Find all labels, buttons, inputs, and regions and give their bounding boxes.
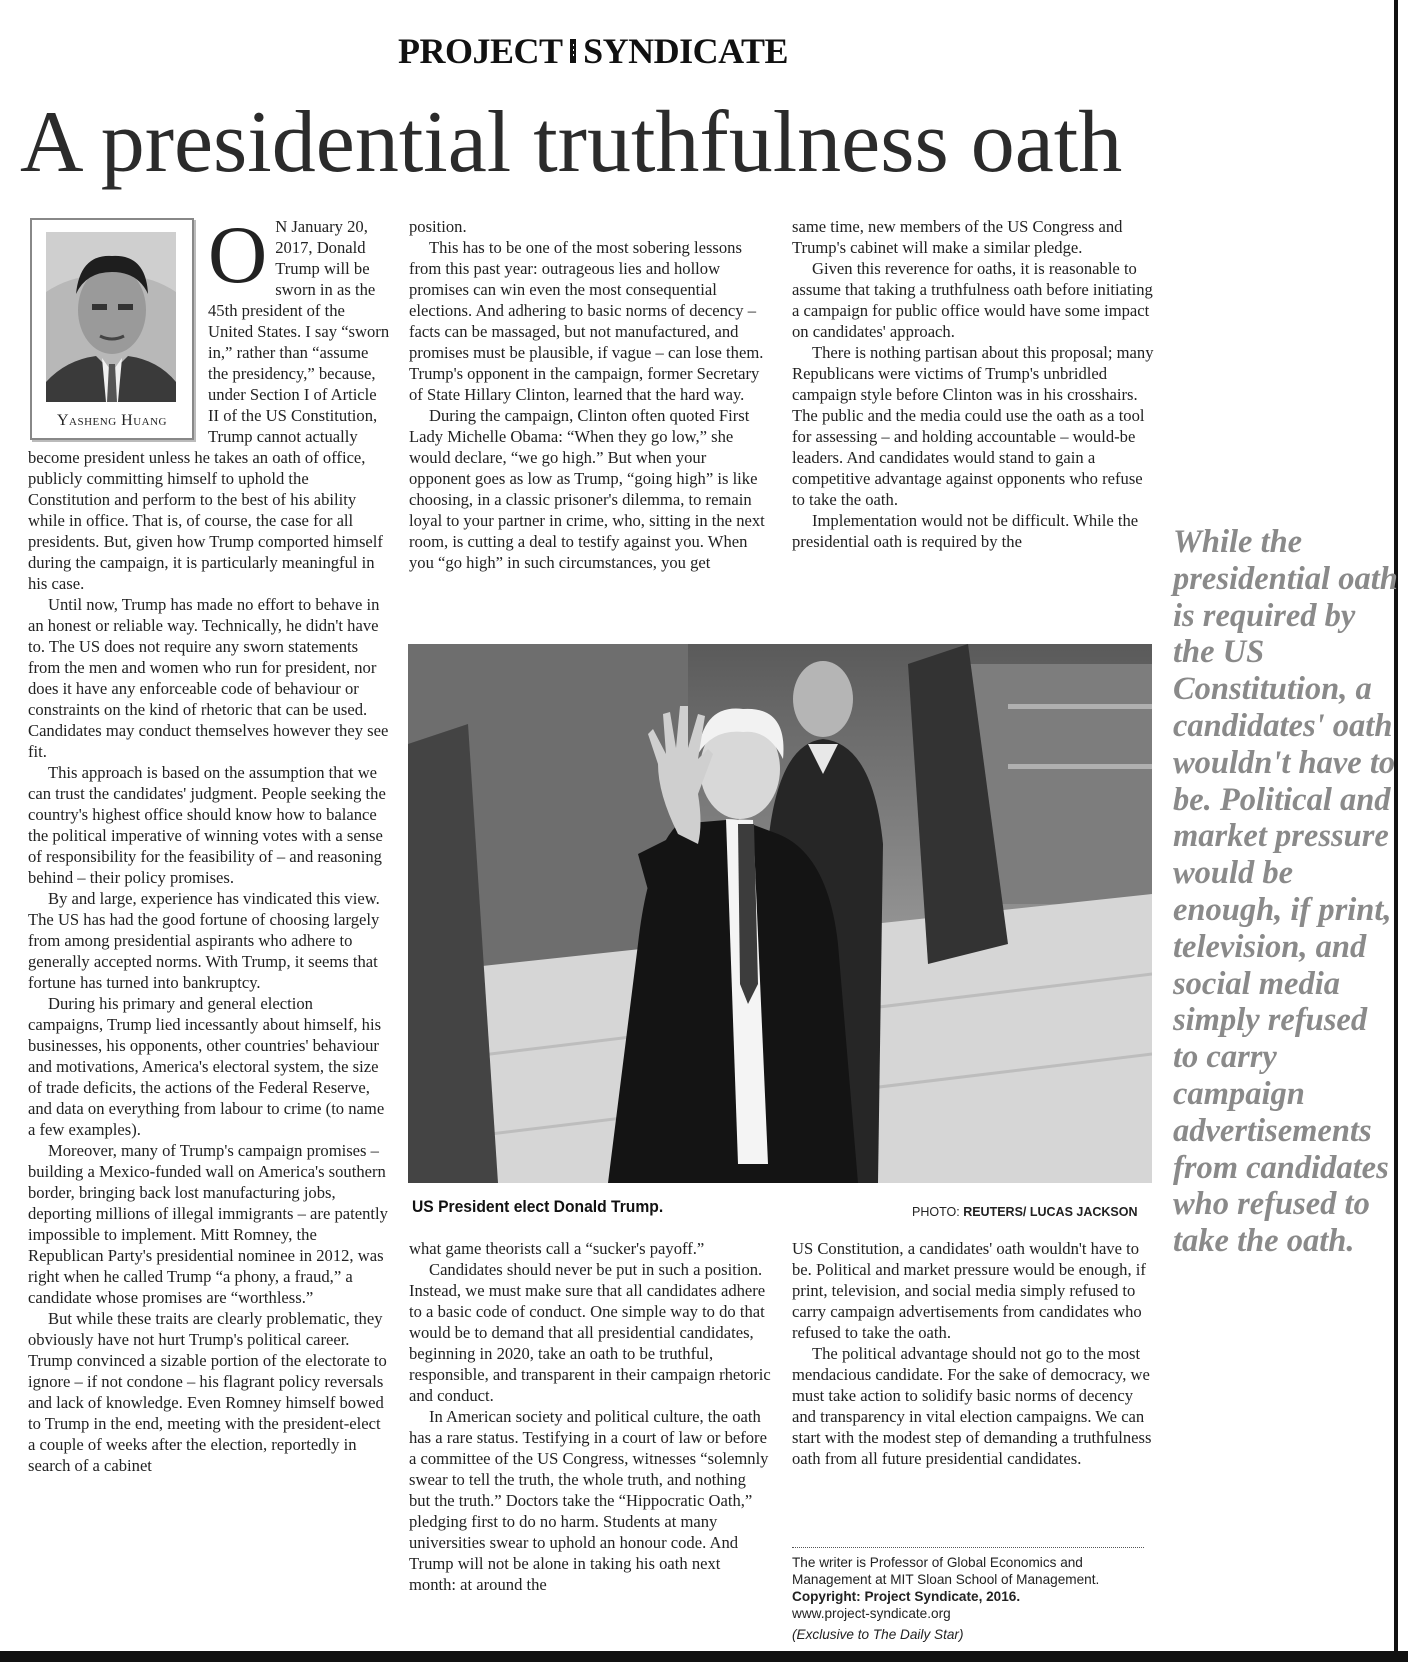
pull-quote: While the presidential oath is required by the US Constitution, a candidates' oath wouldn't have to be. Political and market pressure would be enough, if print, television, and social media simply refused to carry campaign advertisements from candidates who refused to take the oath. [1173,524,1398,1260]
paragraph: Implementation would not be difficult. While the presidential oath is required by the [792,511,1139,551]
paragraph: In American society and political culture, the oath has a rare status. Testifying in a court of law or before a committee of the US Congress, witnesses “solemnly swear to tell the truth, the whole truth, and nothing but the truth.” Doctors take the “Hippocratic Oath,” pledging first to do no harm. Students at many universities swear to uphold an honour code. And Trump will not be alone in taking his oath next month: at around the [409,1407,769,1594]
paragraph: During his primary and general election campaigns, Trump lied incessantly about himself, his businesses, his opponents, other countries' behaviour and motivations, America's electoral system, the size of trade deficits, the actions of the Federal Reserve, and data on everything from labour to crime (to name a few examples). [28,994,385,1139]
paragraph: By and large, experience has vindicated this view. The US has had the good fortune of choosing largely from among presidential aspirants who adhere to generally accepted norms. With Trump, it seems that fortune has turned into bankruptcy. [28,889,380,992]
headline: A presidential truthfulness oath [20,94,1123,191]
article-column-2-top [409,216,771,636]
paragraph: position. [409,217,467,236]
author-bio: The writer is Professor of Global Economics and Management at MIT Sloan School of Management. [792,1555,1100,1587]
photo-credit [912,1205,1138,1219]
masthead [398,30,788,72]
masthead-left: PROJECT [398,31,563,71]
book-icon [570,39,577,63]
paragraph: Candidates should never be put in such a position. Instead, we must make sure that all candidates adhere to a basic code of conduct. One simple way to do that would be to demand that all presidential candidates, beginning in 2020, take an oath to be truthful, responsible, and transparent in their campaign rhetoric and conduct. [409,1260,771,1405]
paragraph: same time, new members of the US Congress and Trump's cabinet will make a similar pledge. [792,217,1123,257]
photo-caption: US President elect Donald Trump. [412,1197,664,1216]
exclusive-note: (Exclusive to The Daily Star) [792,1627,964,1642]
paragraph: The political advantage should not go to the most mendacious candidate. For the sake of democracy, we must take action to solidify basic norms of decency and transparency in vital election campaigns. We can start with the modest step of demanding a truthfulness oath from all future presidential candidates. [792,1344,1152,1468]
page-border-bottom [0,1651,1408,1662]
photo-credit-name: REUTERS/ LUCAS JACKSON [963,1205,1138,1219]
paragraph: US Constitution, a candidates' oath wouldn't have to be. Political and market pressure would be enough, if print, television, and social media simply refused to carry campaign advertisements from candidates who refused to take the oath. [792,1239,1146,1342]
source-url: www.project-syndicate.org [792,1606,951,1621]
paragraph: Given this reverence for oaths, it is reasonable to assume that taking a truthfulness oath before initiating a campaign for public office would have some impact on candidates' approach. [792,259,1153,341]
paragraph: During the campaign, Clinton often quoted First Lady Michelle Obama: “When they go low,” she would declare, “we go high.” But when your opponent goes as low as Trump, “going high” is like choosing, in a classic prisoner's dilemma, to remain loyal to your partner in crime, who, sitting in the next room, is cutting a deal to testify against you. When you “go high” in such circumstances, you get [409,406,765,572]
paragraph: Moreover, many of Trump's campaign promises – building a Mexico-funded wall on America's southern border, bringing back lost manufacturing jobs, deporting millions of illegal immigrants – are patently impossible to implement. Mitt Romney, the Republican Party's presidential nominee in 2012, was right when he called Trump “a phony, a fraud,” a candidate whose promises are “worthless.” [28,1141,388,1307]
footer-divider [792,1547,1144,1548]
masthead-right: SYNDICATE [583,31,788,71]
author-photo [46,232,176,402]
article-column-3-top [792,216,1154,636]
drop-cap: O [208,216,268,300]
article-column-3-bottom [792,1238,1154,1538]
author-footer [792,1554,1162,1643]
news-photo [408,644,1152,1183]
paragraph: Until now, Trump has made no effort to behave in an honest or reliable way. Technically, he didn't have to. The US does not require any sworn statements from the men and women who run for president, nor does it have any enforceable code of behaviour or constraints on the kind of rhetoric that can be used. Candidates may conduct themselves however they see fit. [28,595,389,761]
article-column-1 [28,216,390,1652]
paragraph: what game theorists call a “sucker's payoff.” [409,1239,705,1258]
paragraph: There is nothing partisan about this proposal; many Republicans were victims of Trump's unbridled campaign style before Clinton was in his crosshairs. The public and the media could use the oath as a tool for assessing – and holding accountable – would-be leaders. And candidates would stand to gain a competitive advantage against opponents who refuse to take the oath. [792,343,1154,509]
paragraph: This has to be one of the most sobering lessons from this past year: outrageous lies and hollow promises can win even the most consequential elections. And adhering to basic norms of decency – facts can be massaged, but not manufactured, and promises must be plausible, if vague – can lose them. Trump's opponent in the campaign, former Secretary of State Hillary Clinton, learned that the hard way. [409,238,764,404]
photo-credit-label: PHOTO: [912,1205,960,1219]
author-box [30,218,194,440]
paragraph: But while these traits are clearly problematic, they obviously have not hurt Trump's political career. Trump convinced a sizable portion of the electorate to ignore – if not condone – his flagrant policy reversals and lack of knowledge. Even Romney himself bowed to Trump in the end, meeting with the president-elect a couple of weeks after the election, reportedly in search of a cabinet [28,1309,387,1475]
paragraph: This approach is based on the assumption that we can trust the candidates' judgment. People seeking the country's highest office should know how to balance the political imperative of winning votes with a sense of responsibility for the feasibility of – and reasoning behind – their policy promises. [28,763,386,887]
author-name: Yasheng Huang [57,412,167,429]
copyright: Copyright: Project Syndicate, 2016. [792,1589,1021,1604]
paragraph: N January 20, 2017, Donald Trump will be sworn in as the 45th president of the United States. I say “sworn in,” rather than “assume the presidency,” because, under Section I of Article II of the US Constitution, Trump cannot actually become president unless he takes an oath of office, publicly committing himself to uphold the Constitution and perform to the best of his ability while in office. That is, of course, the case for all presidents. But, given how Trump comported himself during the campaign, it is particularly meaningful in his case. [28,217,390,593]
article-column-2-bottom [409,1238,771,1650]
